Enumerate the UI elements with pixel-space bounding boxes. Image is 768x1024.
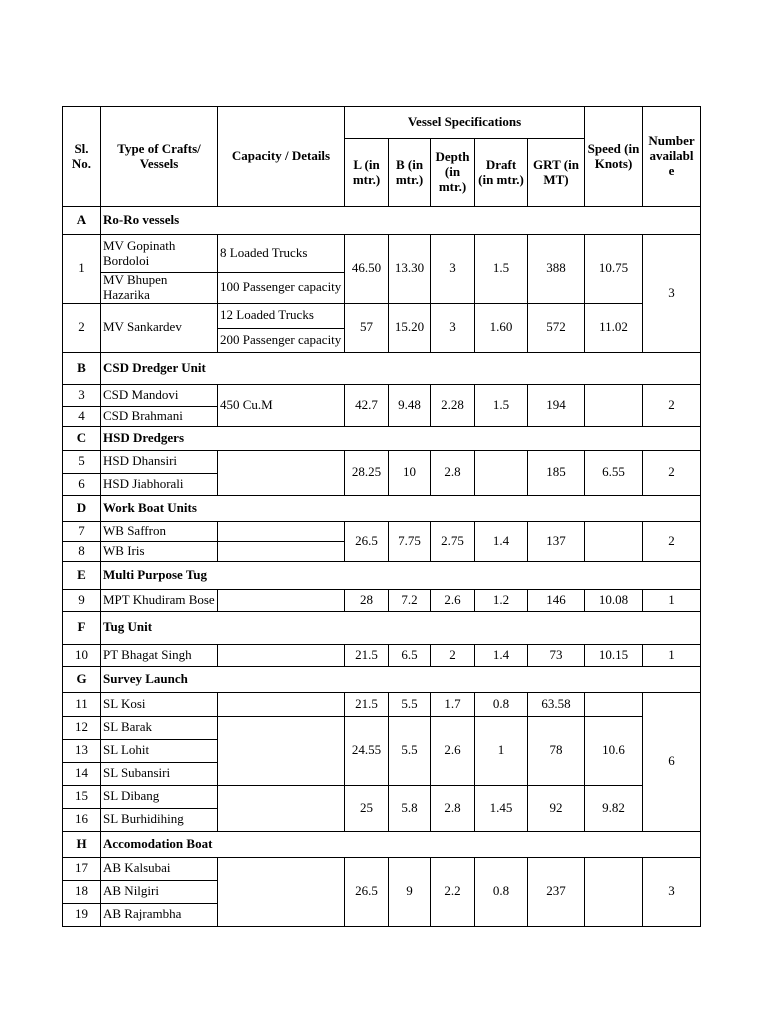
draft-cell (475, 450, 528, 495)
vessel-name: MV Sankardev (101, 303, 218, 352)
section-letter: H (63, 831, 101, 857)
grt-cell: 185 (528, 450, 585, 495)
sl-cell: 2 (63, 303, 101, 352)
depth-cell: 2.2 (431, 857, 475, 926)
number-cell: 2 (643, 450, 701, 495)
capacity-cell (218, 521, 345, 541)
vessel-name: MPT Khudiram Bose (101, 589, 218, 611)
header-speed: Speed (in Knots) (585, 107, 643, 207)
l-cell: 24.55 (345, 716, 389, 785)
b-cell: 7.2 (389, 589, 431, 611)
draft-cell: 1.4 (475, 521, 528, 561)
draft-cell: 0.8 (475, 857, 528, 926)
section-row-a (63, 207, 701, 235)
number-cell: 2 (643, 384, 701, 426)
depth-cell: 2.8 (431, 450, 475, 495)
l-cell: 46.50 (345, 235, 389, 304)
section-row-d (63, 495, 701, 521)
section-row-h (63, 831, 701, 857)
vessel-name: PT Bhagat Singh (101, 644, 218, 666)
vessel-specifications-table (62, 106, 701, 927)
l-cell: 28 (345, 589, 389, 611)
header-depth: Depth (in mtr.) (431, 139, 475, 207)
depth-cell: 2.75 (431, 521, 475, 561)
header-capacity: Capacity / Details (218, 107, 345, 207)
grt-cell: 572 (528, 303, 585, 352)
l-cell: 26.5 (345, 857, 389, 926)
vessel-name: WB Saffron (101, 521, 218, 541)
section-title: Survey Launch (101, 666, 701, 692)
b-cell: 5.5 (389, 692, 431, 716)
speed-cell: 9.82 (585, 785, 643, 831)
header-number: Number availabl e (643, 107, 701, 207)
draft-cell: 1.45 (475, 785, 528, 831)
sl-cell: 17 (63, 857, 101, 880)
draft-cell: 0.8 (475, 692, 528, 716)
section-letter: B (63, 352, 101, 384)
l-cell: 21.5 (345, 644, 389, 666)
vessel-name: SL Burhidihing (101, 808, 218, 831)
vessel-name: SL Kosi (101, 692, 218, 716)
section-row-g (63, 666, 701, 692)
section-row-c (63, 426, 701, 450)
vessel-name: HSD Dhansiri (101, 450, 218, 473)
vessel-name: AB Kalsubai (101, 857, 218, 880)
draft-cell: 1.60 (475, 303, 528, 352)
sl-cell: 6 (63, 473, 101, 495)
header-type: Type of Crafts/ Vessels (101, 107, 218, 207)
capacity-cell (218, 589, 345, 611)
speed-cell (585, 384, 643, 426)
speed-cell: 10.6 (585, 716, 643, 785)
capacity-cell: 8 Loaded Trucks (218, 235, 345, 273)
sl-cell: 8 (63, 541, 101, 561)
sl-cell: 12 (63, 716, 101, 739)
sl-cell: 19 (63, 903, 101, 926)
header-draft: Draft (in mtr.) (475, 139, 528, 207)
section-row-f (63, 611, 701, 644)
capacity-cell (218, 541, 345, 561)
table-row (63, 384, 701, 406)
sl-cell: 15 (63, 785, 101, 808)
capacity-cell: 100 Passenger capacity (218, 273, 345, 304)
section-letter: G (63, 666, 101, 692)
table-row (63, 235, 701, 273)
section-letter: E (63, 561, 101, 589)
speed-cell: 10.75 (585, 235, 643, 304)
vessel-name: WB Iris (101, 541, 218, 561)
depth-cell: 2 (431, 644, 475, 666)
draft-cell: 1.2 (475, 589, 528, 611)
section-row-e (63, 561, 701, 589)
grt-cell: 237 (528, 857, 585, 926)
header-b: B (in mtr.) (389, 139, 431, 207)
section-letter: D (63, 495, 101, 521)
depth-cell: 1.7 (431, 692, 475, 716)
sl-cell: 1 (63, 235, 101, 304)
section-letter: A (63, 207, 101, 235)
number-cell: 6 (643, 692, 701, 831)
section-title: Multi Purpose Tug (101, 561, 701, 589)
sl-cell: 5 (63, 450, 101, 473)
vessel-name: AB Rajrambha (101, 903, 218, 926)
speed-cell (585, 521, 643, 561)
table-row (63, 692, 701, 716)
sl-cell: 3 (63, 384, 101, 406)
section-row-b (63, 352, 701, 384)
number-cell: 1 (643, 644, 701, 666)
table-row (63, 589, 701, 611)
grt-cell: 78 (528, 716, 585, 785)
number-cell: 1 (643, 589, 701, 611)
sl-cell: 16 (63, 808, 101, 831)
l-cell: 28.25 (345, 450, 389, 495)
depth-cell: 3 (431, 235, 475, 304)
grt-cell: 92 (528, 785, 585, 831)
draft-cell: 1 (475, 716, 528, 785)
vessel-name: HSD Jiabhorali (101, 473, 218, 495)
vessel-name: SL Barak (101, 716, 218, 739)
b-cell: 10 (389, 450, 431, 495)
section-title: Work Boat Units (101, 495, 701, 521)
sl-cell: 9 (63, 589, 101, 611)
l-cell: 42.7 (345, 384, 389, 426)
grt-cell: 146 (528, 589, 585, 611)
capacity-cell (218, 450, 345, 495)
capacity-cell (218, 857, 345, 926)
depth-cell: 2.8 (431, 785, 475, 831)
vessel-name: MV Bhupen Hazarika (101, 273, 218, 304)
sl-cell: 10 (63, 644, 101, 666)
sl-cell: 14 (63, 762, 101, 785)
number-cell: 2 (643, 521, 701, 561)
l-cell: 21.5 (345, 692, 389, 716)
number-cell: 3 (643, 857, 701, 926)
vessel-name: SL Subansiri (101, 762, 218, 785)
draft-cell: 1.5 (475, 384, 528, 426)
table-row (63, 857, 701, 880)
capacity-cell (218, 716, 345, 785)
l-cell: 26.5 (345, 521, 389, 561)
sl-cell: 13 (63, 739, 101, 762)
b-cell: 15.20 (389, 303, 431, 352)
table-row (63, 716, 701, 739)
section-letter: C (63, 426, 101, 450)
capacity-cell: 200 Passenger capacity (218, 328, 345, 352)
sl-cell: 11 (63, 692, 101, 716)
vessel-name: SL Lohit (101, 739, 218, 762)
b-cell: 9.48 (389, 384, 431, 426)
capacity-cell (218, 644, 345, 666)
header-sl-no: Sl. No. (63, 107, 101, 207)
speed-cell: 10.15 (585, 644, 643, 666)
depth-cell: 2.6 (431, 589, 475, 611)
speed-cell: 11.02 (585, 303, 643, 352)
vessel-name: CSD Mandovi (101, 384, 218, 406)
b-cell: 13.30 (389, 235, 431, 304)
header-vessel-specifications: Vessel Specifications (345, 107, 585, 139)
b-cell: 9 (389, 857, 431, 926)
section-title: Ro-Ro vessels (101, 207, 701, 235)
grt-cell: 63.58 (528, 692, 585, 716)
speed-cell: 10.08 (585, 589, 643, 611)
draft-cell: 1.4 (475, 644, 528, 666)
grt-cell: 73 (528, 644, 585, 666)
vessel-name: SL Dibang (101, 785, 218, 808)
draft-cell: 1.5 (475, 235, 528, 304)
vessel-name: AB Nilgiri (101, 880, 218, 903)
b-cell: 7.75 (389, 521, 431, 561)
section-title: HSD Dredgers (101, 426, 701, 450)
table-row (63, 521, 701, 541)
b-cell: 5.8 (389, 785, 431, 831)
header-l: L (in mtr.) (345, 139, 389, 207)
speed-cell (585, 692, 643, 716)
capacity-cell: 12 Loaded Trucks (218, 303, 345, 328)
sl-cell: 18 (63, 880, 101, 903)
speed-cell: 6.55 (585, 450, 643, 495)
grt-cell: 194 (528, 384, 585, 426)
depth-cell: 3 (431, 303, 475, 352)
b-cell: 5.5 (389, 716, 431, 785)
depth-cell: 2.28 (431, 384, 475, 426)
sl-cell: 7 (63, 521, 101, 541)
capacity-cell: 450 Cu.M (218, 384, 345, 426)
depth-cell: 2.6 (431, 716, 475, 785)
number-cell: 3 (643, 235, 701, 353)
table-row (63, 644, 701, 666)
l-cell: 25 (345, 785, 389, 831)
sl-cell: 4 (63, 406, 101, 426)
l-cell: 57 (345, 303, 389, 352)
capacity-cell (218, 785, 345, 831)
header-grt: GRT (in MT) (528, 139, 585, 207)
section-title: CSD Dredger Unit (101, 352, 701, 384)
b-cell: 6.5 (389, 644, 431, 666)
vessel-name: CSD Brahmani (101, 406, 218, 426)
table-row (63, 785, 701, 808)
section-title: Accomodation Boat (101, 831, 701, 857)
capacity-cell (218, 692, 345, 716)
table-row (63, 450, 701, 473)
grt-cell: 388 (528, 235, 585, 304)
vessel-name: MV Gopinath Bordoloi (101, 235, 218, 273)
speed-cell (585, 857, 643, 926)
table-row (63, 303, 701, 328)
section-letter: F (63, 611, 101, 644)
grt-cell: 137 (528, 521, 585, 561)
section-title: Tug Unit (101, 611, 701, 644)
